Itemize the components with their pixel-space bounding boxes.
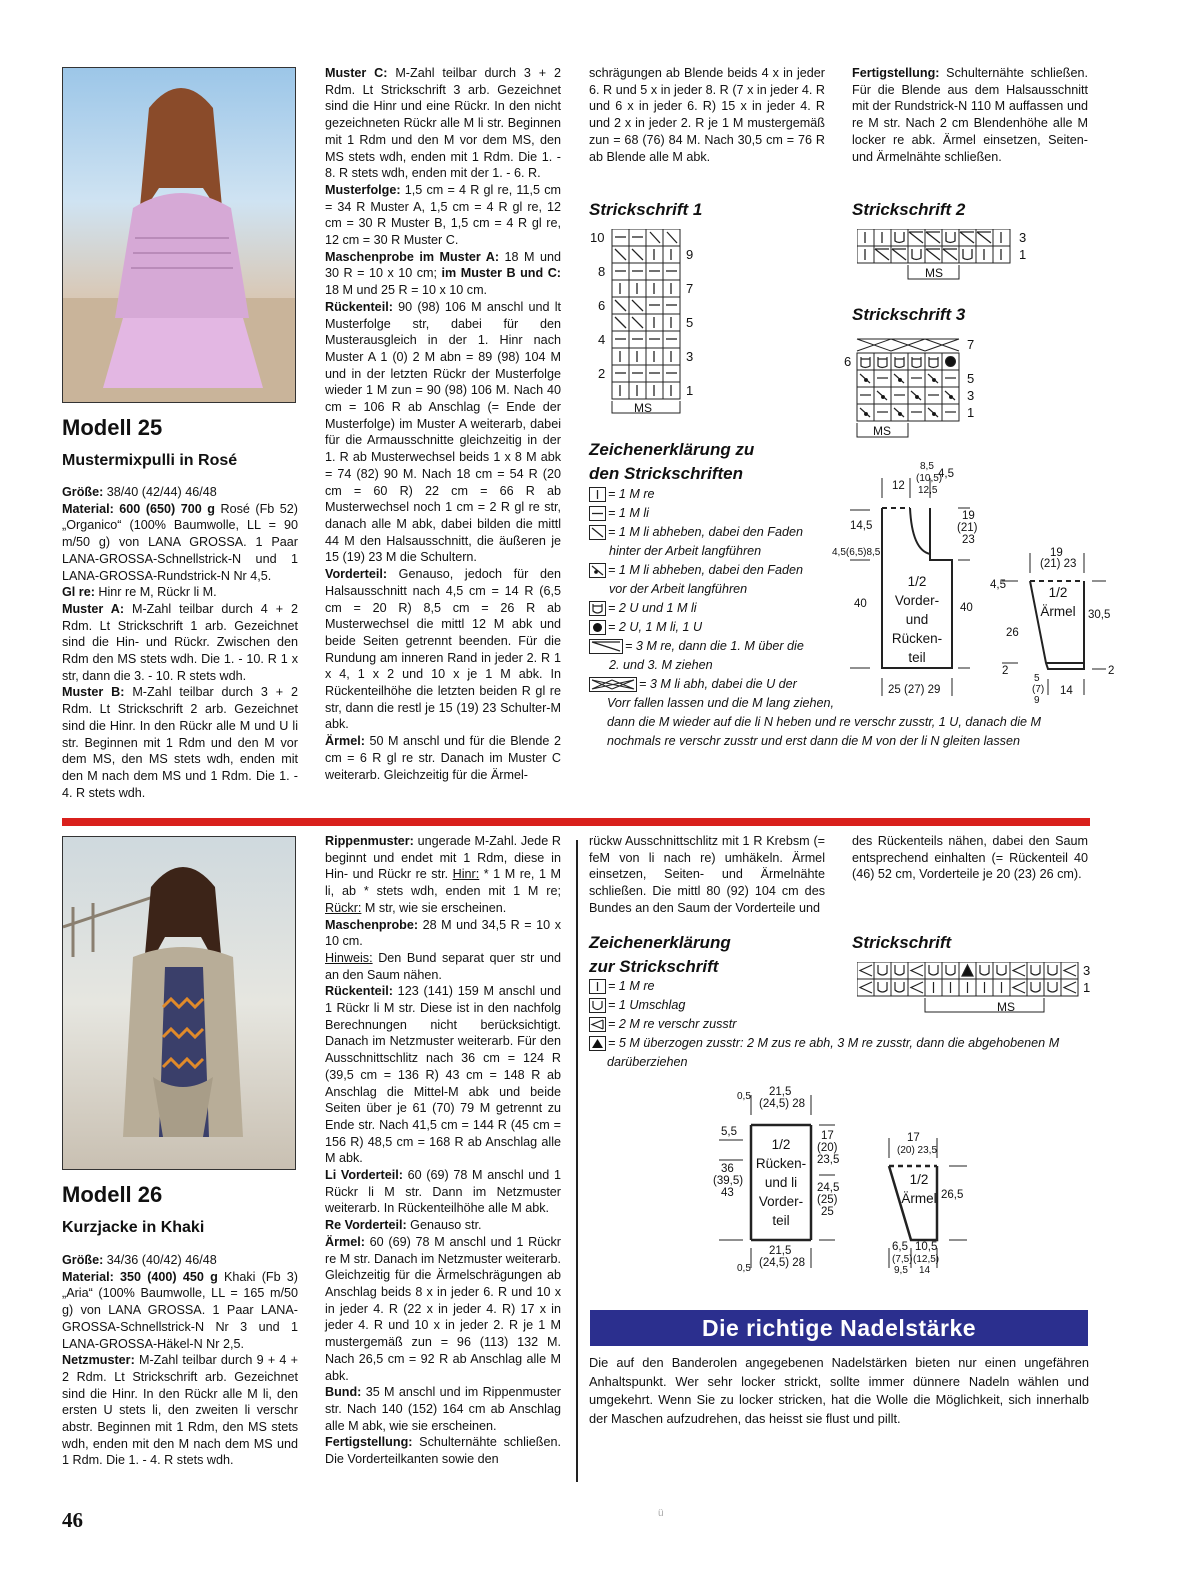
chart3-row-1: 1	[967, 405, 975, 420]
body26-right-bottom-a: 24,5	[817, 1182, 840, 1194]
triangle-symbol-icon	[589, 1036, 606, 1051]
label-line: teil	[908, 650, 926, 665]
model-26-photo	[62, 836, 296, 1170]
m26-col3: rückw Ausschnittschlitz mit 1 R Krebsm (= feM von li nach re) umhäkeln. Ärmel einsetzen, Seiten- und Ärmelnähte schließen. Die mittl 80 (92) 104 cm des Bundes an den Saum der Vorderteile und	[589, 834, 825, 915]
body26-label	[753, 1135, 809, 1230]
label-line: teil	[772, 1213, 790, 1228]
chart26-ms: MS	[997, 1000, 1015, 1014]
sleeve26-right: 26,5	[941, 1189, 964, 1201]
sleeve26-top-a: 17	[907, 1132, 920, 1144]
body26-left-c: 43	[721, 1187, 734, 1199]
legend-item	[589, 713, 1089, 732]
three-knit-symbol-icon	[589, 639, 623, 654]
legend-text: = 1 M li abheben, dabei den Faden	[608, 563, 804, 577]
chart1-row-8: 8	[598, 264, 606, 279]
body25-top: 12	[892, 480, 905, 492]
chart2	[857, 229, 1027, 290]
body26-top-a: 21,5	[769, 1086, 792, 1098]
section-divider	[62, 818, 1090, 826]
sleeve25-cuff-l: 2	[1002, 665, 1009, 677]
chart1	[590, 229, 710, 424]
model-25-subtitle: Mustermixpulli in Rosé	[62, 452, 238, 469]
m26-col2: Rippenmuster: ungerade M-Zahl. Jede R beginnt und endet mit 1 Rdm, diese in Hin- und Rückr re str. Hinr: * 1 M re, 1 M li, ab * stets wdh, enden mit 1 M re; Rückr: M str, wie sie erscheinen. Maschenprobe: 28 M und 34,5 R = 10 x 10 cm. Hinweis: Den Bund separat quer str und an den Saum nähen. Rückenteil: 123 (141) 159 M anschl und 1 Rückr li M str. Diese ist in den nachfolg Berechnungen nicht berücksichtigt. Danach im Netzmuster weiterarb. Für den Ausschnittschlitz nach 36 cm = 124 R (39,5 cm = 136 R) 43 cm = 148 R ab Anschlag die Mittel-M abk und beide Seiten über je 61 (70) 79 M getrennt zu Ende str. Nach 41,5 cm = 144 R (45 cm = 156 R) 48,5 cm = 168 R ab Anschlag alle M abk. Li Vorderteil: 60 (69) 78 M anschl und 1 Rückr li M str. Dann im Netzmuster weiterarb. In Rückenteilhöhe alle M abk. Re Vorderteil: Genauso str. Ärmel: 60 (69) 78 M anschl und 1 Rückr re M str. Danach im Netzmuster weiterarb. Gleichzeitig für die Ärmelschrägungen ab Anschlag beids 8 x in jeder 6. R und 10 x in jeder 4. R (22 x in jeder 4. R) 17 x in jeder 4. R und 10 x in jeder 2. R je 1 M mustergemäß zun = 96 (113) 132 M. Nach 26,5 cm = 92 R ab Anschlag alle M abk. Bund: 35 M anschl und im Rippenmuster str. Nach 140 (152) 164 cm ab Anschlag alle M abk, wie sie erscheinen. Fertigstellung: Schulternähte schließen. Die Vorderteilkanten sowie den	[325, 834, 561, 1467]
sleeve25-left-top: 4,5	[990, 579, 1006, 591]
legend-text: hinter der Arbeit langführen	[609, 544, 762, 558]
label-line: 1/2	[771, 1137, 791, 1152]
slip-back-symbol-icon	[589, 525, 606, 540]
legend-text: = 2 M re verschr zusstr	[608, 1017, 737, 1031]
chart1-ms: MS	[634, 401, 652, 415]
sleeve25-top-a: 19	[1050, 547, 1063, 559]
sleeve26-bottom-c1: 9,5	[894, 1265, 908, 1276]
schematic-m25-body	[830, 460, 1010, 700]
label-line: Ärmel	[1040, 604, 1076, 619]
sleeve25-top-b: (21) 23	[1040, 558, 1077, 570]
m25-col4: Fertigstellung: Schulternähte schließen. Für die Blende aus dem Halsausschnitt mit der Rundstrick-N 110 M auffassen und re M str. Nach 2 cm Blendenhöhe alle M locker re abk. Ärmel einsetzen, Seiten- und Ärmelnähte schließen.	[852, 66, 1088, 164]
body25-neck-w: 4,5	[938, 468, 954, 480]
footer-mark: ü	[658, 1508, 664, 1519]
sleeve25-bottom-l-c: 9	[1034, 695, 1040, 706]
body26-right-top-c: 23,5	[817, 1154, 840, 1166]
banner-text: Die auf den Banderolen angegebenen Nadelstärken bieten nur einen ungefähren Anhaltspunkt. Wer sehr locker strickt, sollte immer dünnere Nadeln wählen und umgekehrt. Wenn Sie zu locker stricken, hat die Wolle die Möglichkeit, sich innerhalb der Maschen aufzudrehen, das heisst sie flust und pillt.	[589, 1355, 1089, 1426]
legend-text: vor der Arbeit langführen	[609, 582, 748, 596]
sleeve25-left-mid: 26	[1006, 627, 1019, 639]
legend-text: = 2 U, 1 M li, 1 U	[608, 620, 703, 634]
three-slip-symbol-icon	[589, 677, 637, 692]
legend-text: = 1 M li	[608, 506, 649, 520]
legend-25-title	[589, 438, 754, 486]
chart2-ms: MS	[925, 266, 943, 280]
body25-side-right: 40	[960, 602, 973, 614]
label-line: Vorder-	[758, 1194, 804, 1209]
label-line: Ärmel	[901, 1191, 937, 1206]
label-line: Rücken-	[755, 1156, 807, 1171]
sleeve26-bottom-c2: 14	[919, 1265, 931, 1276]
sleeve25-bottom-l-a: 5	[1034, 673, 1040, 684]
body25-shoulder-b: (21)	[957, 522, 978, 534]
banner-title: Die richtige Nadelstärke	[590, 1310, 1088, 1346]
body25-neck-a: 8,5	[920, 461, 934, 472]
chart26-row-3: 3	[1083, 963, 1091, 978]
knit-symbol-icon	[589, 979, 606, 994]
legend-26-title-line2: zur Strickschrift	[589, 957, 719, 976]
label-line: Vorder-	[894, 593, 940, 608]
body25-shoulder-a: 19	[962, 510, 975, 522]
body25-neck-depth: 4,5(6,5)8,5	[832, 547, 881, 558]
sleeve26-bottom-b1: (7,5)	[892, 1254, 913, 1265]
schematic-m25-sleeve	[988, 545, 1118, 705]
sleeve26-bottom-a1: 6,5	[892, 1241, 908, 1253]
sleeve26-bottom-a2: 10,5	[915, 1241, 938, 1253]
body26-left-b: (39,5)	[713, 1175, 744, 1187]
chart3	[843, 337, 983, 448]
legend-25-title-line2: den Strickschriften	[589, 464, 743, 483]
legend-text: = 1 M li abheben, dabei den Faden	[608, 525, 804, 539]
body25-armhole: 14,5	[850, 520, 873, 532]
label-line: und li	[764, 1175, 798, 1190]
chart3-title: Strickschrift 3	[852, 305, 966, 324]
m25-col1: Größe: 38/40 (42/44) 46/48 Material: 600 (650) 700 g Rosé (Fb 52) „Organico“ (100% Baumwolle, LL = 90 m/50 g) von LANA GROSSA. 1 Paar LANA-GROSSA-Schnellstrick-N und 1 LANA-GROSSA-Rundstrick-N Nr 4,5. Gl re: Hinr re M, Rückr li M. Muster A: M-Zahl teilbar durch 4 + 2 Rdm. Lt Strickschrift 1 arb. Gezeichnet sind die Hin- und Rückr. Zwischen den Rdm den MS stets wdh. Die 1. - 10. R 1 x str, dann die 3. - 10. R stets wdh. Muster B: M-Zahl teilbar durch 3 + 2 Rdm. Lt Strickschrift 2 arb. Gezeichnet sind die Hinr. In den Rückr alle M und U li str. Beginnen mit 1 Rdm und den M vor dem MS, den MS stets wdh, enden mit den M nach dem MS und 1 Rdm. Die 1. - 4. R stets wdh.	[62, 485, 299, 800]
body25-label	[886, 572, 948, 667]
label-line: und	[905, 612, 929, 627]
body26-left-top: 5,5	[721, 1126, 737, 1138]
chart1-row-6: 6	[598, 298, 606, 313]
chart3-row-5: 5	[967, 371, 975, 386]
label-line: 1/2	[1048, 585, 1068, 600]
model-25-title: Modell 25	[62, 415, 163, 440]
sleeve26-bottom-b2: (12,5)	[913, 1254, 940, 1265]
chart2-title: Strickschrift 2	[852, 200, 966, 219]
body26-right-bottom-c: 25	[821, 1206, 834, 1218]
chart1-title: Strickschrift 1	[589, 200, 703, 219]
chart1-row-9: 9	[686, 247, 694, 262]
chart3-ms: MS	[873, 424, 891, 438]
double-yo-symbol-icon	[589, 601, 606, 616]
legend-item	[589, 732, 1089, 751]
m26-col1: Größe: 34/36 (40/42) 46/48 Material: 350 (400) 450 g Khaki (Fb 3) „Aria“ (100% Baumwolle, LL = 165 m/50 g) von LANA GROSSA. 1 Paar LANA-GROSSA-Schnellstrick-N Nr 3 und 1 LANA-GROSSA-Häkel-N Nr 2,5. Netzmuster: M-Zahl teilbar durch 9 + 4 + 2 Rdm. Lt Strickschrift arb. Gezeichnet sind die Hinr. In den Rückr alle M li, den ersten U stets li, den zweiten li verschr abstr. Beginnen mit 1 Rdm, den MS stets wdh, enden mit den M nach dem MS und 1 Rdm. Die 1. - 4. R stets wdh.	[62, 1253, 298, 1468]
purl-symbol-icon	[589, 506, 606, 521]
chart1-row-10: 10	[590, 230, 605, 245]
k2tog-tbl-symbol-icon	[589, 1017, 606, 1032]
body26-right-top-b: (20)	[817, 1142, 838, 1154]
label-line: 1/2	[907, 574, 927, 589]
yarn-over-symbol-icon	[589, 998, 606, 1013]
chart26-row-1: 1	[1083, 980, 1091, 995]
body26-right-top-a: 17	[821, 1130, 834, 1142]
body25-shoulder-c: 23	[962, 534, 975, 546]
dot-symbol-icon	[589, 620, 606, 635]
legend-text: = 1 Umschlag	[608, 998, 686, 1012]
knit-symbol-icon	[589, 487, 606, 502]
legend-text: nochmals re verschr zusstr und erst dann die M von der li N gleiten lassen	[607, 734, 1020, 748]
label-line: 1/2	[909, 1172, 929, 1187]
legend-text: Vorr fallen lassen und die M lang ziehen,	[607, 696, 835, 710]
chart3-row-7: 7	[967, 337, 975, 352]
body26-right-bottom-b: (25)	[817, 1194, 838, 1206]
model-26-title: Modell 26	[62, 1182, 163, 1207]
chart1-row-4: 4	[598, 332, 606, 347]
sleeve25-right: 30,5	[1088, 609, 1111, 621]
m25-col2: Muster C: M-Zahl teilbar durch 3 + 2 Rdm. Lt Strickschrift 3 arb. Gezeichnet sind die Hinr und eine Rückr. In den nicht gezeichneten Rückr alle M li str. Beginnen mit 1 Rdm und den M vor dem MS, den MS stets wdh, enden mit 1 Rdm. Die 1. - 8. R stets wdh, enden mit der 1. - 6. R. Musterfolge: 1,5 cm = 4 R gl re, 11,5 cm = 34 R Muster A, 1,5 cm = 4 R gl re, 12 cm = 30 R Muster B, 1,5 cm = 4 R gl re, 12 cm = 30 R Muster C. Maschenprobe im Muster A: 18 M und 30 R = 10 x 10 cm; im Muster B und C: 18 M und 25 R = 10 x 10 cm. Rückenteil: 90 (98) 106 M anschl und lt Musterfolge str, dabei für den Musterausgleich in der 1. Hinr nach Muster A 1 (0) 2 M abn = 89 (98) 104 M und in der letzten Rückr der Musterfolge wieder 1 M zun = 90 (98) 106 M. Nach 40 cm = 106 R ab Anschlag (= Ende der Musterfolge) im Muster A weiterarb, dabei für die Armausschnitte gleichzeitig in der 1. R ab Musterwechsel beids 1 x 8 M abk = 74 (82) 90 M. Nach 18 cm = 54 R (20 cm = 60 R) 22 cm = 66 R ab Musterwechsel noch 1 cm = 2 R gl re str, danach alle M abk, dabei bilden die mittl 44 M den Halsausschnitt, die äußeren je 15 (19) 23 M die Schultern. Vorderteil: Genauso, jedoch für den Halsausschnitt nach 4,5 cm = 14 R (6,5 cm = 20 R) 8,5 cm = 26 R ab Musterwechsel die mittl 12 M abk und beide Seiten getrennt beenden. Für die Rundung am inneren Rand in jeder 2. R 1 x 4, 1 x 2 und 10 x je 1 M abk. In Rückenteilhöhe die letzten beiden R gl re str, dann die restl je 15 (19) 23 Schulter-M abk. Ärmel: 50 M anschl und für die Blende 2 cm = 6 R gl re str. Danach im Muster C weiterarb. Gleichzeitig für die Ärmel-	[325, 66, 562, 782]
slip-front-symbol-icon	[589, 563, 606, 578]
chart1-row-5: 5	[686, 315, 694, 330]
sleeve25-cuff-r: 2	[1108, 665, 1115, 677]
legend-text: 2. und 3. M ziehen	[609, 658, 713, 672]
legend-item	[589, 1034, 1089, 1053]
body26-top-edge: 0,5	[737, 1091, 751, 1102]
legend-26-title-line1: Zeichenerklärung	[589, 933, 731, 952]
legend-text: darüberziehen	[607, 1055, 688, 1069]
m25-col3: schrägungen ab Blende beids 4 x in jeder 6. R und 5 x in jeder 8. R (7 x in jeder 4. R und 6 x in jeder 6. R) 15 x in jeder 4. R und 2 x in jeder 2. R je 1 M mustergemäß zun = 68 (76) 84 M. Nach 30,5 cm = 76 R ab Blende alle M abk.	[589, 66, 825, 164]
page-number: 46	[62, 1508, 83, 1532]
label-line: Rücken-	[891, 631, 943, 646]
legend-text: dann die M wieder auf die li N heben und re verschr zusstr, 1 U, danach die M	[607, 715, 1042, 729]
legend-text: = 3 M re, dann die 1. M über die	[625, 639, 804, 653]
body26-bottom-b: (24,5) 28	[759, 1257, 806, 1269]
sleeve25-bottom-r: 14	[1060, 685, 1073, 697]
body26-left-a: 36	[721, 1163, 734, 1175]
body26-bottom-a: 21,5	[769, 1245, 792, 1257]
schematic-m26-sleeve	[875, 1128, 975, 1278]
legend-26-title	[589, 931, 731, 979]
body25-bottom: 25 (27) 29	[888, 684, 941, 696]
sleeve25-label	[1036, 583, 1080, 621]
m26-col4: des Rückenteils nähen, dabei den Saum entsprechend einhalten (= Rückenteil 40 (46) 52 cm, Vorderteile je 20 (23) 26 cm).	[852, 834, 1088, 882]
legend-text: = 2 U und 1 M li	[608, 601, 697, 615]
body26-bottom-edge: 0,5	[737, 1263, 751, 1274]
column-rule	[576, 840, 578, 1482]
chart26-title: Strickschrift	[852, 933, 952, 952]
legend-text: = 1 M re	[608, 979, 655, 993]
sleeve25-bottom-l-b: (7)	[1032, 684, 1045, 695]
chart2-row-3: 3	[1019, 230, 1027, 245]
body25-side-left: 40	[854, 598, 867, 610]
body25-neck-b: (10,5)	[916, 473, 943, 484]
chart1-row-7: 7	[686, 281, 694, 296]
body26-top-b: (24,5) 28	[759, 1098, 806, 1110]
chart1-row-2: 2	[598, 366, 606, 381]
sleeve26-label	[899, 1170, 939, 1208]
legend-text: = 1 M re	[608, 487, 655, 501]
legend-text: = 5 M überzogen zusstr: 2 M zus re abh, 3 M re zusstr, dann die abgehobenen M	[608, 1036, 1060, 1050]
chart2-row-1: 1	[1019, 247, 1027, 262]
chart3-row-3: 3	[967, 388, 975, 403]
sleeve26-top-b: (20) 23,5	[897, 1145, 938, 1156]
schematic-m26-body	[705, 1085, 845, 1285]
chart3-row-6: 6	[844, 354, 852, 369]
legend-text: = 3 M li abh, dabei die U der	[639, 677, 797, 691]
chart1-row-1: 1	[686, 383, 694, 398]
chart1-row-3: 3	[686, 349, 694, 364]
body25-neck-c: 12,5	[918, 485, 938, 496]
model-25-photo	[62, 67, 296, 403]
chart26	[857, 962, 1097, 1027]
legend-item	[589, 1053, 1089, 1072]
legend-25-title-line1: Zeichenerklärung zu	[589, 440, 755, 459]
model-26-subtitle: Kurzjacke in Khaki	[62, 1219, 205, 1236]
